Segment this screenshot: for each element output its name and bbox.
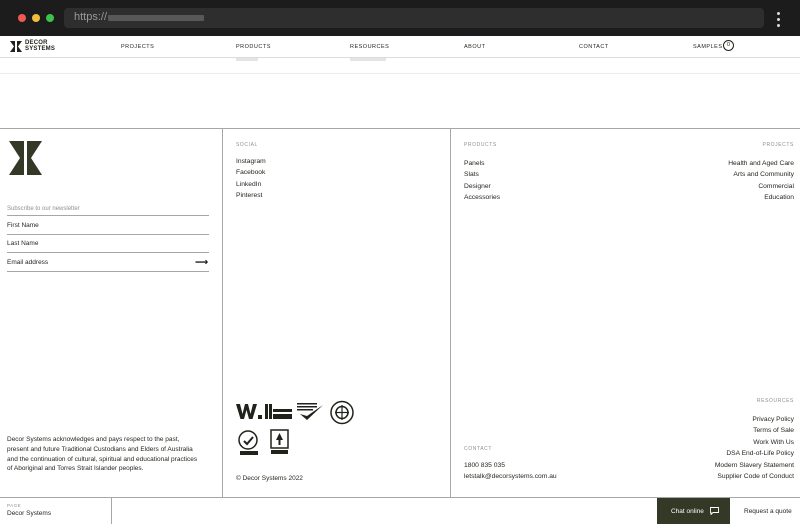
minimize-window-button[interactable] [32, 14, 40, 22]
resources-heading: RESOURCES [756, 398, 794, 404]
nav-contact[interactable]: CONTACT [579, 44, 609, 50]
product-link-panels[interactable]: Panels [464, 160, 485, 167]
nav-projects[interactable]: PROJECTS [121, 44, 155, 50]
page-indicator [0, 498, 112, 524]
browser-menu-icon[interactable] [772, 10, 784, 28]
resource-link-privacy[interactable]: Privacy Policy [752, 416, 794, 423]
project-link-health[interactable]: Health and Aged Care [728, 160, 794, 167]
site-logo[interactable] [10, 41, 59, 52]
nav-products[interactable]: PRODUCTS [236, 44, 271, 50]
contact-email[interactable]: letstalk@decorsystems.com.au [464, 473, 557, 480]
site-header [0, 36, 800, 58]
social-link-instagram[interactable]: Instagram [236, 158, 266, 165]
social-link-pinterest[interactable]: Pinterest [236, 192, 263, 199]
submit-arrow-icon[interactable]: ⟶ [195, 257, 208, 267]
divider [0, 73, 800, 74]
resource-link-supplier[interactable]: Supplier Code of Conduct [717, 473, 794, 480]
project-link-education[interactable]: Education [764, 194, 794, 201]
nav-resources[interactable]: RESOURCES [350, 44, 390, 50]
resource-link-work[interactable]: Work With Us [753, 439, 794, 446]
social-link-linkedin[interactable]: LinkedIn [236, 181, 262, 188]
resource-link-eol[interactable]: DSA End-of-Life Policy [726, 450, 794, 457]
resource-link-terms[interactable]: Terms of Sale [753, 427, 794, 434]
copyright-text: © Decor Systems 2022 [236, 475, 303, 482]
chat-bubble-icon [710, 507, 719, 515]
maximize-window-button[interactable] [46, 14, 54, 22]
first-name-field[interactable]: First Name [7, 222, 209, 235]
url-protocol: https:// [74, 11, 108, 23]
page-value: Decor Systems [7, 510, 52, 517]
global-compact-logo-icon [329, 400, 355, 425]
social-link-facebook[interactable]: Facebook [236, 169, 266, 176]
project-link-commercial[interactable]: Commercial [758, 183, 794, 190]
nav-about[interactable]: ABOUT [464, 44, 486, 50]
contact-heading: CONTACT [464, 446, 492, 452]
scrolled-content-fragment [350, 58, 386, 61]
well-wellbeing-logo-icon [265, 403, 293, 420]
contact-phone[interactable]: 1800 835 035 [464, 462, 505, 469]
close-window-button[interactable] [18, 14, 26, 22]
newsletter-divider [7, 207, 209, 216]
decor-systems-logo-icon [9, 141, 42, 175]
url-redacted [108, 15, 204, 21]
address-bar[interactable] [64, 8, 764, 28]
page-label: PAGE [7, 503, 22, 508]
browser-chrome [0, 0, 800, 36]
decor-systems-logo-icon [10, 41, 22, 52]
australian-made-logo-icon [296, 402, 324, 421]
last-name-field[interactable]: Last Name [7, 240, 209, 253]
acknowledgement-of-country: Decor Systems acknowledges and pays respect to the past, present and future Traditional Custodians and Elders of Australia and the continuation of cultural, spiritual and educational practices of Aboriginal and Torres Strait Islander peoples. [7, 436, 198, 473]
product-link-slats[interactable]: Slats [464, 171, 479, 178]
scrolled-content-fragment [236, 58, 258, 61]
nav-samples[interactable]: SAMPLES [693, 44, 723, 50]
newsletter-heading: Subscribe to our newsletter [7, 206, 80, 212]
w-certification-logo-icon [236, 403, 263, 420]
column-divider [450, 128, 451, 498]
request-quote-label: Request a quote [744, 508, 792, 515]
logo-text: DECOR SYSTEMS [25, 40, 56, 52]
resource-link-slavery[interactable]: Modern Slavery Statement [714, 462, 794, 469]
samples-count-badge[interactable]: 0 [723, 40, 734, 51]
project-link-arts[interactable]: Arts and Community [733, 171, 794, 178]
column-divider [222, 128, 223, 498]
fsc-logo-icon [270, 429, 289, 455]
chat-online-button[interactable] [657, 498, 730, 524]
green-tag-logo-icon [238, 430, 260, 456]
product-link-designer[interactable]: Designer [464, 183, 491, 190]
email-field[interactable]: Email address ⟶ [7, 259, 209, 272]
footer-divider [0, 128, 800, 129]
request-quote-button[interactable] [736, 498, 800, 524]
product-link-accessories[interactable]: Accessories [464, 194, 501, 201]
chat-online-label: Chat online [671, 508, 704, 515]
social-heading: SOCIAL [236, 142, 258, 148]
projects-heading: PROJECTS [762, 142, 794, 148]
products-heading: PRODUCTS [464, 142, 497, 148]
